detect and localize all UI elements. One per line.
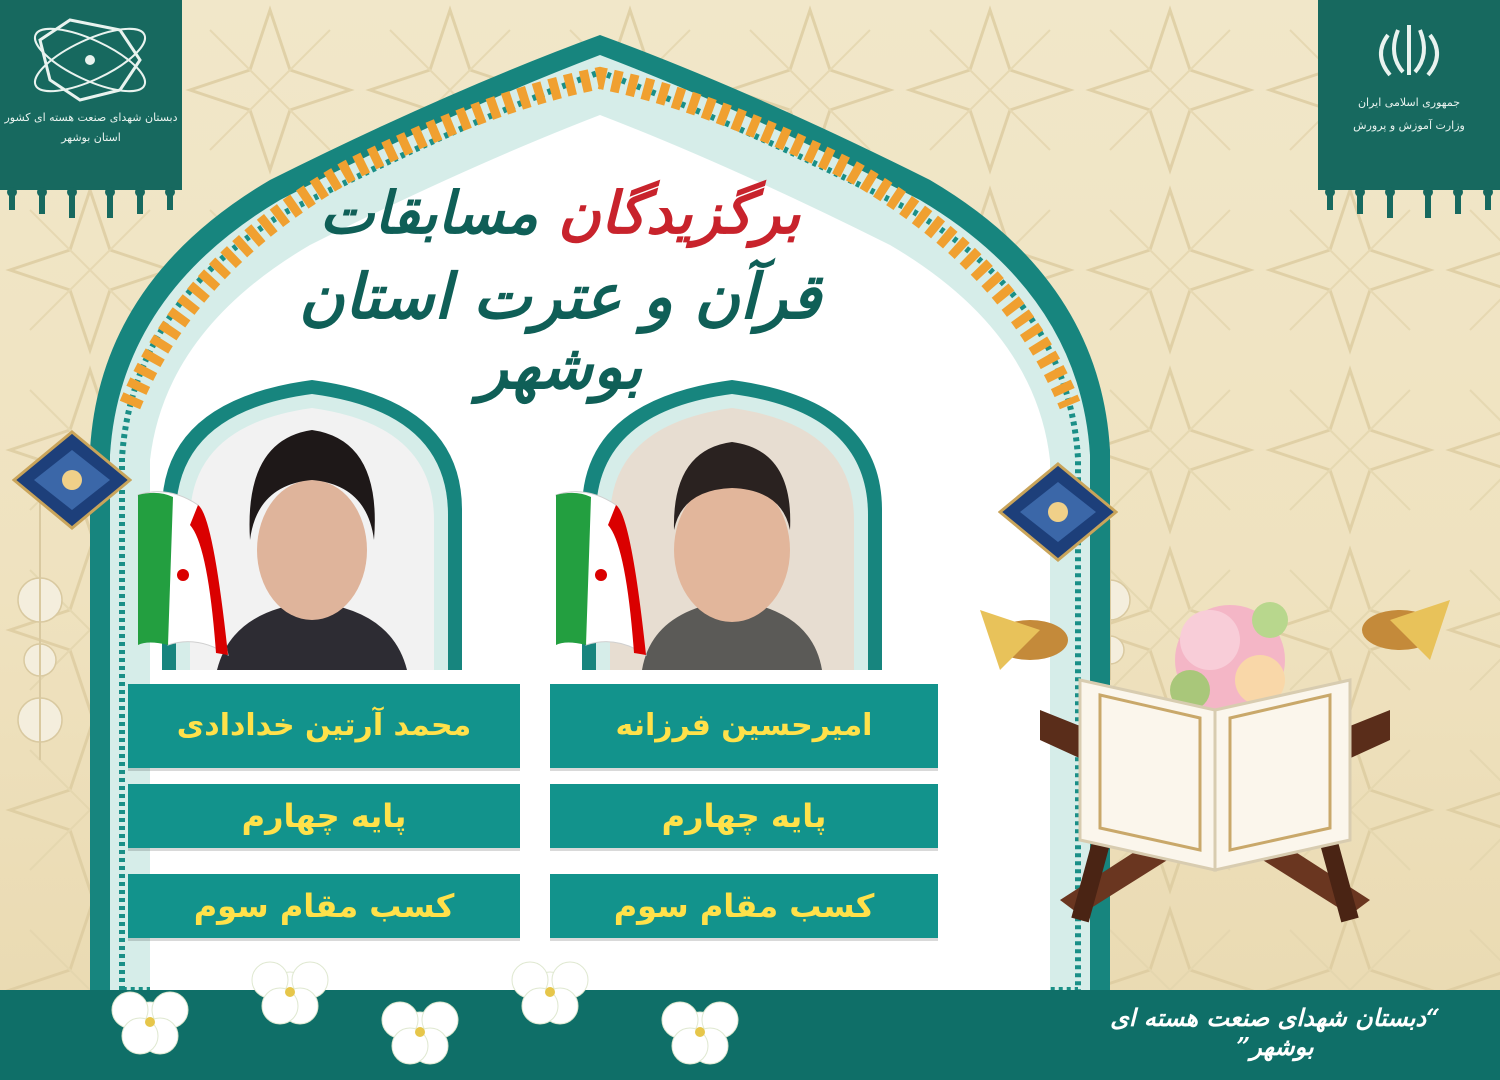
student-rank-card-1: کسب مقام سوم xyxy=(550,874,938,938)
title-part2: مسابقات xyxy=(319,179,538,247)
tile-ornament-icon xyxy=(12,430,132,530)
title-highlight: برگزیدگان xyxy=(558,179,801,247)
school-logo-line2: استان بوشهر xyxy=(61,131,121,144)
tassel-decoration xyxy=(1318,186,1500,226)
ministry-logo-line2: وزارت آموزش و پرورش xyxy=(1353,119,1465,132)
ministry-logo-line1: جمهوری اسلامی ایران xyxy=(1357,96,1461,109)
quran-stand-illustration xyxy=(960,570,1480,1000)
iran-emblem-icon xyxy=(1318,0,1500,90)
iran-flag-icon xyxy=(128,485,238,665)
bird-icon xyxy=(1362,600,1450,660)
title-line1 xyxy=(230,180,890,246)
student-rank-card-2: کسب مقام سوم xyxy=(128,874,520,938)
student-name-card-2: محمد آرتین خدادادی xyxy=(128,684,520,768)
student-name-card-1: امیرحسین فرزانه xyxy=(550,684,938,768)
title-line2: قرآن و عترت استان بوشهر xyxy=(299,260,821,403)
iran-flag-icon xyxy=(546,485,656,665)
student-grade-card-1: پایه چهارم xyxy=(550,784,938,848)
tile-ornament-icon xyxy=(998,462,1118,562)
ministry-logo-banner xyxy=(1318,0,1500,190)
student-grade-card-2: پایه چهارم xyxy=(128,784,520,848)
bird-icon xyxy=(980,610,1068,670)
school-logo-line1: دبستان شهدای صنعت هسته ای کشور xyxy=(4,111,178,124)
jasmine-flowers-decoration xyxy=(90,930,810,1080)
footer-slogan: “دبستان شهدای صنعت هسته ای بوشهر” xyxy=(1110,1003,1440,1061)
